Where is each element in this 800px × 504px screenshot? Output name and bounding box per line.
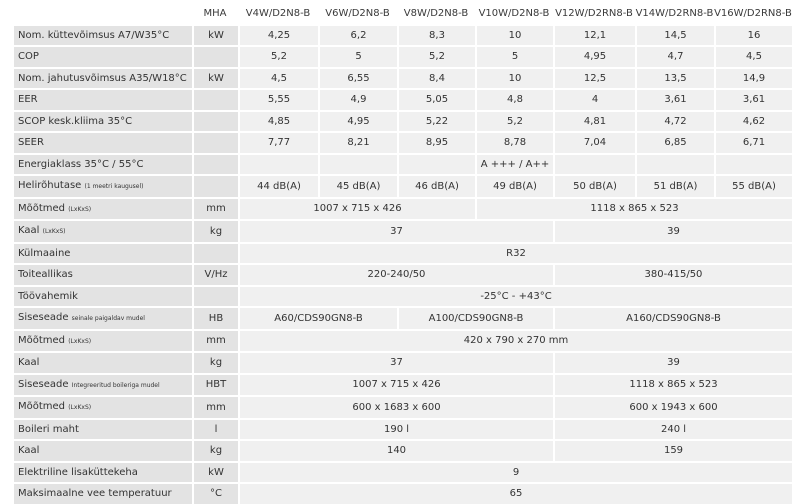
row-unit: kW xyxy=(192,461,238,483)
value-cell xyxy=(714,153,792,175)
table-row xyxy=(14,153,792,175)
value-cell: 8,4 xyxy=(397,67,475,89)
header-row xyxy=(14,4,792,24)
value-cell: 55 dB(A) xyxy=(714,174,792,197)
row-label-text: Boileri maht xyxy=(18,423,79,435)
header-model: V10W/D2N8-B xyxy=(478,8,550,19)
table-row xyxy=(14,351,792,373)
value-cell: 5,05 xyxy=(397,88,475,110)
value-cell: A100/CDS90GN8-B xyxy=(397,306,553,329)
table-row xyxy=(14,306,792,329)
row-label-note: (1 meetri kaugusel) xyxy=(84,183,144,190)
table-row xyxy=(14,219,792,242)
row-label xyxy=(14,263,192,285)
row-label xyxy=(14,67,192,89)
table-row xyxy=(14,67,792,89)
row-label-text: Elektriline lisaküttekeha xyxy=(18,466,138,478)
row-unit: kg xyxy=(192,219,238,242)
value-cell: 7,04 xyxy=(553,131,635,153)
table-row xyxy=(14,197,792,220)
row-label-text: SEER xyxy=(18,137,44,148)
row-label xyxy=(14,153,192,175)
row-label xyxy=(14,351,192,373)
value-cell: 7,77 xyxy=(238,131,318,153)
row-unit xyxy=(192,242,238,264)
row-label-text: SCOP kesk.kliima 35°C xyxy=(18,115,133,127)
row-label xyxy=(14,285,192,307)
value-cell: 9 xyxy=(238,461,792,483)
row-unit: mm xyxy=(192,197,238,220)
value-cell: 240 l xyxy=(553,418,792,440)
value-cell xyxy=(553,153,635,175)
row-label xyxy=(14,482,192,504)
value-cell: 10 xyxy=(475,67,553,89)
value-cell: 140 xyxy=(238,439,553,461)
value-cell: 4,85 xyxy=(238,110,318,132)
header-blank xyxy=(14,4,192,24)
header-model: V12W/D2RN8-B xyxy=(555,8,633,19)
value-cell xyxy=(397,153,475,175)
value-cell: 8,3 xyxy=(397,24,475,46)
value-cell: 5,2 xyxy=(475,110,553,132)
row-unit xyxy=(192,285,238,307)
row-label-text: Maksimaalne vee temperatuur xyxy=(18,488,172,499)
row-label xyxy=(14,197,192,220)
table-row xyxy=(14,88,792,110)
value-cell: 13,5 xyxy=(635,67,714,89)
value-cell: A60/CDS90GN8-B xyxy=(238,306,397,329)
table-row xyxy=(14,242,792,264)
header-model: V16W/D2RN8-B xyxy=(714,8,792,19)
value-cell: 8,78 xyxy=(475,131,553,153)
row-unit: kW xyxy=(192,67,238,89)
value-cell xyxy=(318,153,397,175)
row-label-text: Kaal xyxy=(18,445,40,456)
row-label-text: Kaal xyxy=(18,357,40,368)
row-label-text: Nom. küttevõimsus A7/W35°C xyxy=(18,29,170,41)
table-row xyxy=(14,439,792,461)
value-cell: 49 dB(A) xyxy=(475,174,553,197)
value-cell: 420 x 790 x 270 mm xyxy=(238,329,792,352)
row-label-note: Integreeritud boileriga mudel xyxy=(71,381,160,389)
value-cell: 5 xyxy=(475,45,553,67)
header-model: V4W/D2N8-B xyxy=(245,8,311,19)
value-cell: 1118 x 865 x 523 xyxy=(553,373,792,396)
header-model: V6W/D2N8-B xyxy=(325,8,390,19)
value-cell: 220-240/50 xyxy=(238,263,553,285)
value-cell: A160/CDS90GN8-B xyxy=(553,306,792,329)
value-cell: 8,21 xyxy=(318,131,397,153)
value-cell: 50 dB(A) xyxy=(553,174,635,197)
spec-table xyxy=(14,4,792,504)
row-label-text: Siseseade xyxy=(18,312,69,323)
row-label xyxy=(14,461,192,483)
value-cell: 4,5 xyxy=(238,67,318,89)
value-cell xyxy=(238,153,318,175)
value-cell: 16 xyxy=(714,24,792,46)
row-label xyxy=(14,88,192,110)
table-row xyxy=(14,285,792,307)
value-cell: 1118 x 865 x 523 xyxy=(475,197,792,220)
table-row xyxy=(14,329,792,352)
header-unit: MHA xyxy=(203,8,227,19)
row-label xyxy=(14,174,192,197)
value-cell: 4,95 xyxy=(318,110,397,132)
value-cell: 380-415/50 xyxy=(553,263,792,285)
value-cell: 14,5 xyxy=(635,24,714,46)
row-unit: V/Hz xyxy=(192,263,238,285)
row-unit: kg xyxy=(192,351,238,373)
value-cell: 4,9 xyxy=(318,88,397,110)
spec-table-body xyxy=(14,24,792,504)
table-row xyxy=(14,373,792,396)
value-cell: 4,5 xyxy=(714,45,792,67)
value-cell: 39 xyxy=(553,351,792,373)
spec-table-container xyxy=(14,4,792,504)
value-cell: 190 l xyxy=(238,418,553,440)
value-cell: 3,61 xyxy=(635,88,714,110)
row-label-note: (LxKxS) xyxy=(68,404,92,411)
row-label-text: Helirõhutase xyxy=(18,180,82,191)
row-label xyxy=(14,395,192,418)
row-label xyxy=(14,306,192,329)
row-unit xyxy=(192,88,238,110)
value-cell: 4,72 xyxy=(635,110,714,132)
value-cell: 5,55 xyxy=(238,88,318,110)
row-label-text: Mõõtmed xyxy=(18,334,66,346)
row-label xyxy=(14,24,192,46)
row-unit: HBT xyxy=(192,373,238,396)
value-cell: 1007 x 715 x 426 xyxy=(238,197,475,220)
row-unit: l xyxy=(192,418,238,440)
value-cell: 37 xyxy=(238,351,553,373)
value-cell: 5,2 xyxy=(238,45,318,67)
row-label-text: Nom. jahutusvõimsus A35/W18°C xyxy=(18,72,187,84)
value-cell: 8,95 xyxy=(397,131,475,153)
value-cell: 3,61 xyxy=(714,88,792,110)
value-cell: 4,62 xyxy=(714,110,792,132)
value-cell: 6,55 xyxy=(318,67,397,89)
value-cell: 5 xyxy=(318,45,397,67)
value-cell: 4,25 xyxy=(238,24,318,46)
value-cell: 4 xyxy=(553,88,635,110)
row-unit xyxy=(192,174,238,197)
row-label-text: Kaal xyxy=(18,225,40,236)
row-label-text: Mõõtmed xyxy=(18,202,66,214)
row-unit xyxy=(192,131,238,153)
table-row xyxy=(14,461,792,483)
header-model: V14W/D2RN8-B xyxy=(635,8,714,19)
row-unit xyxy=(192,45,238,67)
value-cell: 159 xyxy=(553,439,792,461)
value-cell: 45 dB(A) xyxy=(318,174,397,197)
row-label xyxy=(14,373,192,396)
value-cell: 1007 x 715 x 426 xyxy=(238,373,553,396)
value-cell: 600 x 1943 x 600 xyxy=(553,395,792,418)
row-unit: mm xyxy=(192,329,238,352)
value-cell: 12,5 xyxy=(553,67,635,89)
row-label-note: (LxKxS) xyxy=(68,205,92,213)
row-label-text: EER xyxy=(18,94,38,105)
value-cell: 6,71 xyxy=(714,131,792,153)
value-cell: 39 xyxy=(553,219,792,242)
value-cell: 51 dB(A) xyxy=(635,174,714,197)
table-row xyxy=(14,131,792,153)
row-label xyxy=(14,242,192,264)
value-cell: 6,85 xyxy=(635,131,714,153)
table-row xyxy=(14,174,792,197)
row-label xyxy=(14,418,192,440)
value-cell xyxy=(635,153,714,175)
row-label-note: (LxKxS) xyxy=(42,228,66,235)
header-model: V8W/D2N8-B xyxy=(403,8,469,19)
row-label xyxy=(14,45,192,67)
row-unit xyxy=(192,110,238,132)
value-cell: 14,9 xyxy=(714,67,792,89)
value-cell: 65 xyxy=(238,482,792,504)
value-cell: 5,2 xyxy=(397,45,475,67)
table-row xyxy=(14,24,792,46)
row-label-text: Energiaklass 35°C / 55°C xyxy=(18,158,144,170)
row-label xyxy=(14,219,192,242)
value-cell: 600 x 1683 x 600 xyxy=(238,395,553,418)
value-cell: 4,7 xyxy=(635,45,714,67)
row-label-text: COP xyxy=(18,51,39,62)
value-cell: 4,95 xyxy=(553,45,635,67)
table-row xyxy=(14,263,792,285)
table-row xyxy=(14,482,792,504)
row-label-note: seinale paigaldav mudel xyxy=(71,315,145,322)
value-cell: 4,8 xyxy=(475,88,553,110)
row-unit: mm xyxy=(192,395,238,418)
table-row xyxy=(14,418,792,440)
value-cell: 37 xyxy=(238,219,553,242)
value-cell: 46 dB(A) xyxy=(397,174,475,197)
row-label-text: Siseseade xyxy=(18,378,69,390)
table-row xyxy=(14,395,792,418)
row-unit: kg xyxy=(192,439,238,461)
value-cell: 5,22 xyxy=(397,110,475,132)
row-label-text: Mõõtmed xyxy=(18,401,66,412)
table-row xyxy=(14,45,792,67)
value-cell: 10 xyxy=(475,24,553,46)
row-label-text: Toiteallikas xyxy=(18,269,73,280)
row-label-text: Töövahemik xyxy=(18,290,78,302)
value-cell: 44 dB(A) xyxy=(238,174,318,197)
row-label xyxy=(14,329,192,352)
value-cell: A +++ / A++ xyxy=(475,153,553,175)
row-label-note: (LxKxS) xyxy=(68,337,92,345)
value-cell: 6,2 xyxy=(318,24,397,46)
row-unit: kW xyxy=(192,24,238,46)
row-label xyxy=(14,131,192,153)
value-cell: R32 xyxy=(238,242,792,264)
row-unit: °C xyxy=(192,482,238,504)
table-row xyxy=(14,110,792,132)
row-unit: HB xyxy=(192,306,238,329)
row-label xyxy=(14,439,192,461)
row-label xyxy=(14,110,192,132)
row-label-text: Külmaaine xyxy=(18,247,71,259)
value-cell: 12,1 xyxy=(553,24,635,46)
value-cell: -25°C - +43°C xyxy=(238,285,792,307)
value-cell: 4,81 xyxy=(553,110,635,132)
row-unit xyxy=(192,153,238,175)
